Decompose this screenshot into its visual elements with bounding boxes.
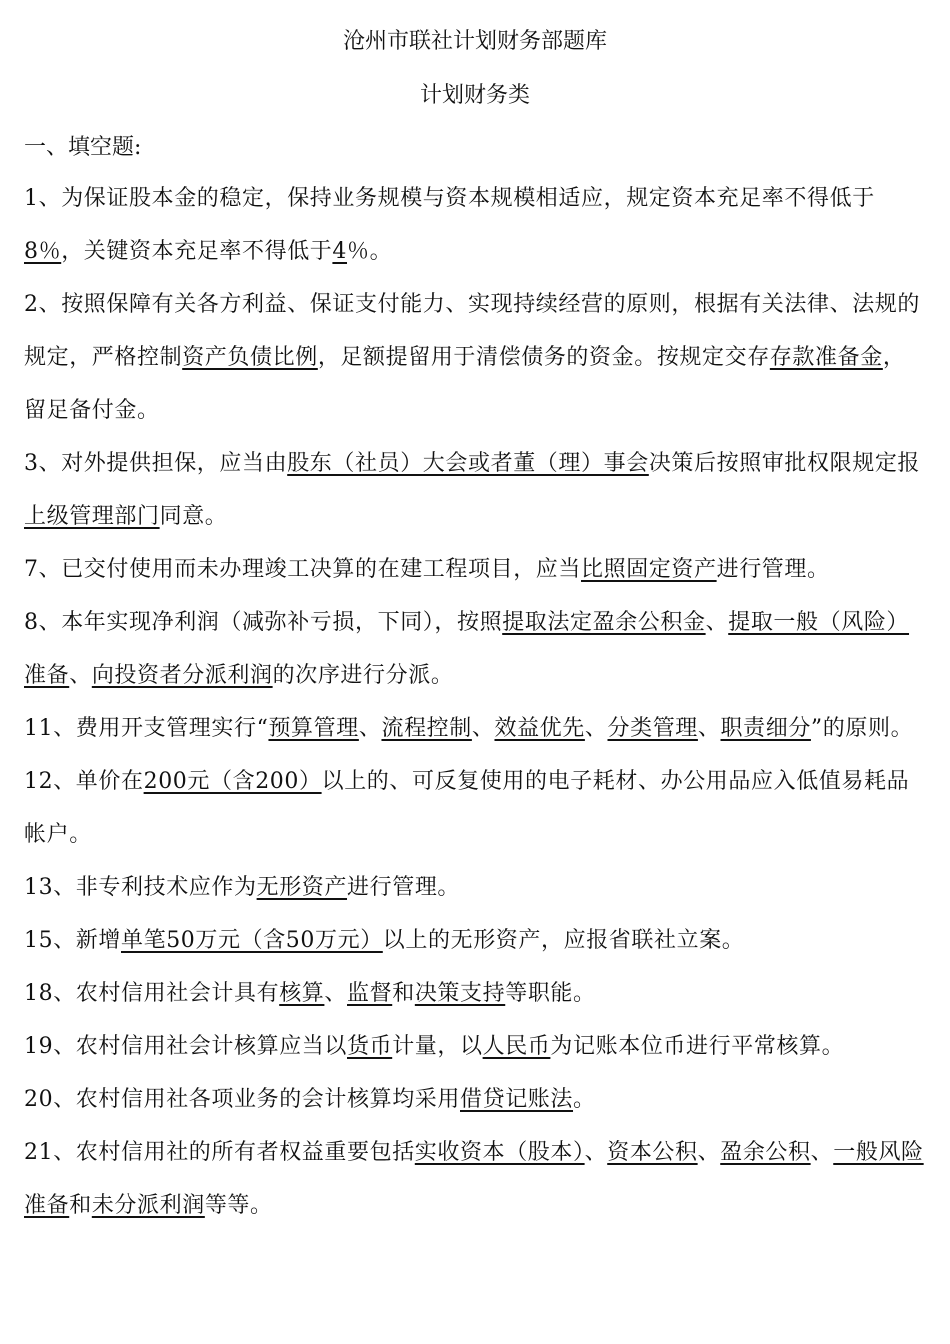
question-text: 11、费用开支管理实行“	[24, 716, 269, 741]
answer-blank: 8％	[24, 239, 62, 264]
answer-blank: 预算管理	[268, 716, 359, 741]
question-text: 、	[584, 716, 608, 741]
question-text: 、	[705, 610, 729, 635]
answer-blank: 4	[332, 239, 348, 264]
answer-blank: 资产负债比例	[182, 345, 318, 370]
question-text: 、	[324, 981, 348, 1006]
answer-blank: 单笔50万元（含50万元）	[121, 928, 383, 953]
question-text: 。	[573, 1087, 596, 1112]
answer-blank: 分类管理	[607, 716, 698, 741]
question-text: 、	[584, 1140, 608, 1165]
answer-blank: 监督	[347, 981, 393, 1006]
answer-blank: 职责细分	[720, 716, 811, 741]
question-text: 15、新增	[24, 928, 121, 953]
question-item	[24, 437, 926, 543]
answer-blank: 决策支持	[414, 981, 506, 1006]
question-item	[24, 914, 926, 967]
question-item	[24, 861, 926, 914]
answer-blank: 货币	[347, 1034, 393, 1059]
answer-blank: 流程控制	[381, 716, 472, 741]
question-text: ，足额提留用于清偿债务的资金。按规定交存	[317, 345, 770, 370]
question-text: 19、农村信用社会计核算应当以	[24, 1034, 347, 1059]
question-text: 进行管理。	[716, 557, 830, 582]
question-item	[24, 1126, 926, 1232]
question-text: 2、按照保障有关各方利益、保证支付能力、实现持续经营的原则，根据有关法律、法规的规定，严格控制	[24, 292, 920, 370]
answer-blank: 实收资本（股本）	[414, 1140, 585, 1165]
answer-blank: 提取一般（风险）准备	[24, 610, 910, 688]
question-item	[24, 543, 926, 596]
section-heading: 一、填空题:	[24, 135, 142, 160]
question-text: 21、农村信用社的所有者权益重要包括	[24, 1140, 415, 1165]
question-text: 进行管理。	[347, 875, 461, 900]
answer-blank: 借贷记账法	[460, 1087, 574, 1112]
question-text: 以上的无形资产，应报省联社立案。	[382, 928, 745, 953]
answer-blank: 人民币	[482, 1034, 551, 1059]
question-text: ，留足备付金。	[24, 345, 906, 423]
question-text: 等等。	[204, 1193, 273, 1218]
question-text: 、	[471, 716, 495, 741]
question-text: 计量，以	[392, 1034, 483, 1059]
answer-blank: 向投资者分派利润	[91, 663, 273, 688]
question-text: 3、对外提供担保，应当由	[24, 451, 288, 476]
question-text: 8、本年实现净利润（减弥补亏损，下同），按照	[24, 610, 503, 635]
question-text: 、	[358, 716, 382, 741]
question-text: 决策后按照审批权限规定报	[648, 451, 921, 476]
question-text: 、	[697, 1140, 721, 1165]
answer-blank: 比照固定资产	[581, 557, 717, 582]
question-item	[24, 1020, 926, 1073]
answer-blank: 200元（含200）	[143, 769, 322, 794]
question-text: 、	[810, 1140, 834, 1165]
question-text: 等职能。	[505, 981, 596, 1006]
question-text: 1、为保证股本金的稳定，保持业务规模与资本规模相适应，规定资本充足率不得低于	[24, 186, 875, 211]
question-text: ％。	[347, 239, 393, 264]
question-text: 和	[69, 1193, 92, 1218]
answer-blank: 盈余公积	[720, 1140, 811, 1165]
answer-blank: 上级管理部门	[24, 504, 160, 529]
question-item	[24, 278, 926, 437]
answer-blank: 提取法定盈余公积金	[502, 610, 706, 635]
answer-blank: 未分派利润	[91, 1193, 205, 1218]
question-text: 、	[69, 663, 92, 688]
question-item	[24, 755, 926, 861]
answer-blank: 无形资产	[256, 875, 348, 900]
question-text: 同意。	[159, 504, 228, 529]
question-text: 13、非专利技术应作为	[24, 875, 257, 900]
question-text: 以上的、可反复使用的电子耗材、办公用品应入低值易耗品帐户。	[24, 769, 910, 847]
page-subtitle: 计划财务类	[419, 83, 530, 108]
question-text: 、	[697, 716, 721, 741]
question-text: 20、农村信用社各项业务的会计核算均采用	[24, 1087, 460, 1112]
page-title: 沧州市联社计划财务部题库	[342, 29, 607, 54]
question-item	[24, 596, 926, 702]
answer-blank: 存款准备金	[769, 345, 883, 370]
question-text: 7、已交付使用而未办理竣工决算的在建工程项目，应当	[24, 557, 581, 582]
question-text: 12、单价在	[24, 769, 144, 794]
answer-blank: 核算	[279, 981, 325, 1006]
answer-blank: 资本公积	[607, 1140, 698, 1165]
question-text: 的次序进行分派。	[272, 663, 454, 688]
question-item	[24, 172, 926, 278]
question-text: 和	[392, 981, 415, 1006]
question-text: ，关键资本充足率不得低于	[61, 239, 333, 264]
question-text: 18、农村信用社会计具有	[24, 981, 280, 1006]
answer-blank: 一般风险准备	[24, 1140, 924, 1218]
question-text: 为记账本位币进行平常核算。	[550, 1034, 845, 1059]
question-item	[24, 702, 926, 755]
question-item	[24, 967, 926, 1020]
answer-blank: 效益优先	[494, 716, 585, 741]
question-item	[24, 1073, 926, 1126]
question-list	[24, 172, 926, 1232]
question-text: ”的原则。	[810, 716, 914, 741]
answer-blank: 股东（社员）大会或者董（理）事会	[287, 451, 649, 476]
